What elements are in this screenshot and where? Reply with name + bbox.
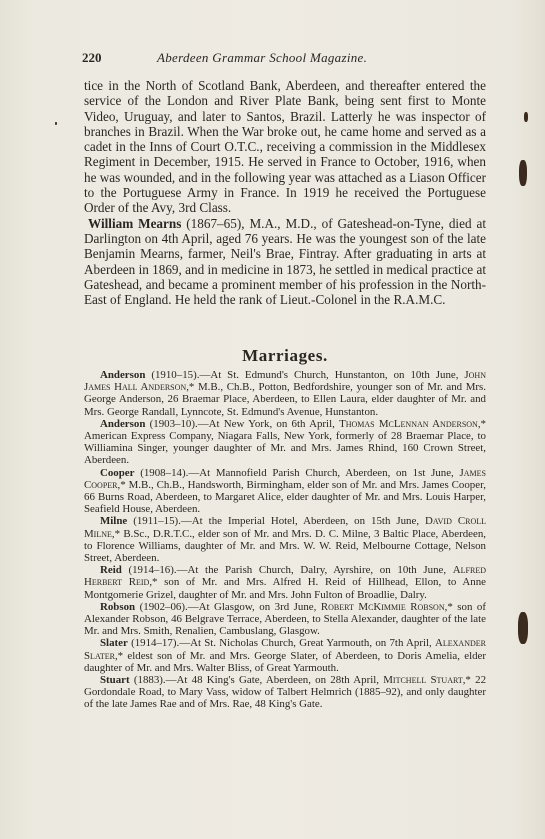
marriage-details: eldest son of Mr. and Mrs. George Slater, of Aberdeen, to Doris Amelia, elder daughter of Mr. and Mrs. Walter Bliss, of Great Yarmouth. <box>84 649 486 674</box>
ink-mark <box>518 612 528 644</box>
marriage-details: M.B., Ch.B., Potton, Bedfordshire, younger son of Mr. and Mrs. George Anderson, 26 Braemar Place, Aberdeen, to Ellen Laura, elder daughter of Mr. and Mrs. George Randall, Lynncote, St. Edmund's Avenue, Hunstanton. <box>84 381 486 418</box>
marriage-entry <box>84 369 486 418</box>
marriage-surname: Anderson <box>100 369 146 381</box>
marriage-groom: John James Hall Anderson,* <box>84 369 486 394</box>
page-header <box>82 48 482 70</box>
marriage-place-date: —At St. Edmund's Church, Hunstanton, on 10th June, <box>199 369 465 381</box>
marriage-entry <box>84 467 486 516</box>
marriage-surname: Milne <box>100 515 128 528</box>
marriage-years: (1910–15). <box>145 369 200 381</box>
marriage-groom: David Croll Milne,* <box>84 515 486 540</box>
marriage-entry <box>84 564 486 601</box>
marriage-place-date: —At 48 King's Gate, Aberdeen, on 28th April, <box>165 674 384 687</box>
marriage-groom: James Cooper,* <box>84 466 486 491</box>
marriage-groom: Mitchell Stuart,* <box>383 674 471 687</box>
marriage-details: B.Sc., D.R.T.C., elder son of Mr. and Mrs. D. C. Milne, 3 Baltic Place, Aberdeen, to Florence Williams, daughter of Mr. and Mrs. W. W. Reid, Melbourne Cottage, Nelson Street, Aberdeen. <box>84 527 486 565</box>
marriage-years: (1903–10). <box>145 417 198 430</box>
marriage-surname: Slater <box>100 637 128 650</box>
marriage-surname: Robson <box>100 600 136 613</box>
marriage-years: (1911–15). <box>127 515 181 528</box>
marriage-surname: Reid <box>100 564 122 577</box>
marriage-surname: Cooper <box>100 466 135 479</box>
marriage-surname: Anderson <box>100 417 146 430</box>
ink-mark <box>524 112 528 122</box>
marriage-groom: Thomas McLennan Anderson,* <box>339 417 486 430</box>
marriage-years: (1914–16). <box>121 564 177 577</box>
continuation-paragraph: tice in the North of Scotland Bank, Aberdeen, and thereafter entered the service of the London and River Plate Bank, being sent first to Monte Video, Uruguay, and later to Santos, Brazil. Latterly he was inspector of branches in Brazil. When the War broke out, he came home and served as a cadet in the Inns of Court O.T.C., receiving a commission in the Middlesex Regiment in December, 1915. He served in France to October, 1916, when he was wounded, and in the following year was attached as a Liason Officer to the Portuguese Army in France. In 1919 he received the Portuguese Order of the Avy, 3rd Class. <box>84 78 486 216</box>
marriage-details: M.B., Ch.B., Handsworth, Birmingham, elder son of Mr. and Mrs. James Cooper, 66 Burns Road, Aberdeen, to Margaret Alice, elder daughter of Mr. and Mrs. Louis Harper, Seafield House, Aberdeen. <box>84 478 486 516</box>
marriage-entry <box>84 601 486 638</box>
marriages-list <box>84 369 486 711</box>
marriage-place-date: —At St. Nicholas Church, Great Yarmouth, on 7th April, <box>179 637 436 650</box>
marriage-entry <box>84 674 486 711</box>
marriage-place-date: —At New York, on 6th April, <box>197 417 340 430</box>
marriage-entry <box>84 515 486 564</box>
page-number: 220 <box>82 50 102 65</box>
marriage-groom: Alfred Herbert Reid,* <box>84 564 486 589</box>
obituary-text: (1867–65), M.A., M.D., of Gateshead-on-Tyne, died at Darlington on 4th April, aged 76 years. He was the youngest son of the late Benjamin Mearns, farmer, Neil's Brae, Fintray. After graduating in arts at Aberdeen in 1869, and in medicine in 1873, he settled in medical practice at Gateshead, and became a prominent member of his profession in the North-East of England. He held the rank of Lieut.-Colonel in the R.A.M.C. <box>84 215 486 308</box>
marriage-place-date: —At Glasgow, on 3rd June, <box>187 600 321 613</box>
marriage-years: (1914–17). <box>127 637 180 650</box>
ink-mark <box>55 122 57 125</box>
obituary-paragraph <box>84 216 486 308</box>
marriage-details: son of Mr. and Mrs. Alfred H. Reid of Hillhead, Ellon, to Anne Montgomerie Grizel, daughter of Mr. and Mrs. John Fulton of Broadlie, Dalry. <box>84 576 486 601</box>
running-title: Aberdeen Grammar School Magazine. <box>157 50 368 65</box>
obituary-name: William Mearns <box>88 215 182 231</box>
marriage-details: 22 Gordondale Road, to Mary Vass, widow of Talbert Helmrich (1885–92), and only daughter of the late James Rae and of Mrs. Rae, 48 King's Gate. <box>84 674 487 711</box>
obituary-section <box>84 78 486 307</box>
marriage-details: son of Alexander Robson, 46 Belgrave Terrace, Aberdeen, to Stella Alexander, daughter of the late Mr. and Mrs. Smith, Renalien, Cambuslang, Glasgow. <box>84 600 486 638</box>
marriage-place-date: —At Mannofield Parish Church, Aberdeen, on 1st June, <box>188 466 460 479</box>
marriage-entry <box>84 418 486 467</box>
marriage-place-date: —At the Imperial Hotel, Aberdeen, on 15th June, <box>180 515 426 528</box>
marriage-details: American Express Company, Niagara Falls, New York, formerly of 28 Braemar Place, to Williamina Singer, younger daughter of Mr. and Mrs. James Rhind, 160 Crown Street, Aberdeen. <box>84 430 486 467</box>
marriage-years: (1902–06). <box>135 600 188 613</box>
ink-mark <box>519 160 527 186</box>
marriage-place-date: —At the Parish Church, Dalry, Ayrshire, on 10th June, <box>176 564 453 577</box>
marriage-groom: Robert McKimmie Robson,* <box>320 600 453 613</box>
section-title: Marriages. <box>242 346 328 365</box>
marriage-years: (1908–14). <box>134 466 189 479</box>
marriage-years: (1883). <box>129 674 166 687</box>
marriage-entry <box>84 637 486 674</box>
marriage-surname: Stuart <box>100 674 130 687</box>
marriage-groom: Alexander Slater,* <box>84 637 486 662</box>
